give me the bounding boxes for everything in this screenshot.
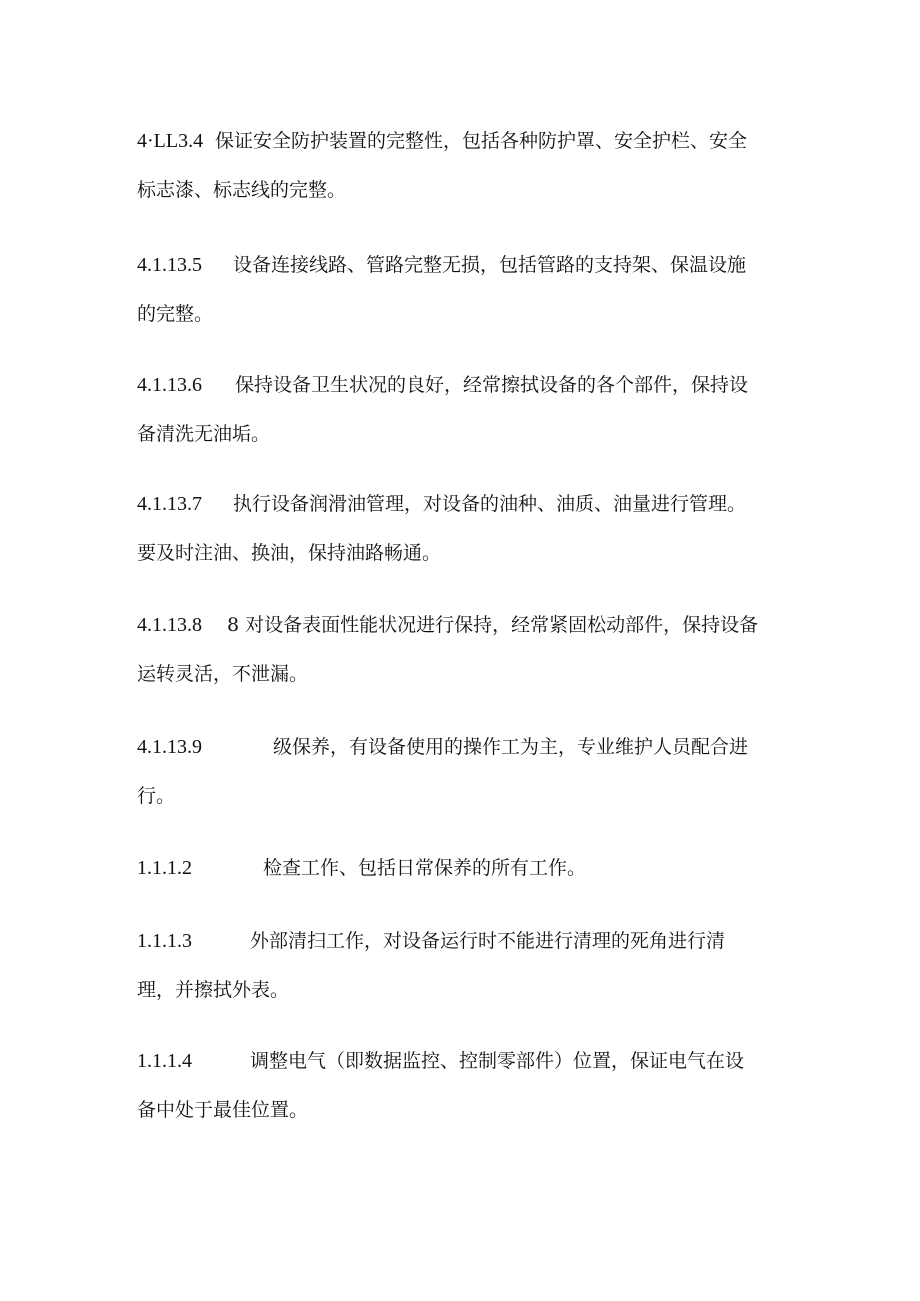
paragraph-text: 备清洗无油垢。	[137, 423, 271, 445]
section-number: 4.1.13.6	[137, 374, 202, 396]
section-number: 1.1.1.3	[137, 930, 192, 952]
paragraph-line	[137, 734, 785, 761]
paragraph-line	[137, 128, 785, 155]
paragraph-line	[137, 1048, 785, 1075]
paragraph-line	[137, 372, 785, 399]
paragraph-1-1-1-4	[137, 1048, 785, 1124]
paragraph-line	[137, 855, 785, 882]
paragraph-text: 要及时注油、换油，保持油路畅通。	[137, 542, 442, 564]
paragraph-1-1-1-3	[137, 928, 785, 1004]
paragraph-text: 检查工作、包括日常保养的所有工作。	[263, 857, 587, 879]
section-number: 1.1.1.2	[137, 857, 192, 879]
paragraph-line	[137, 491, 785, 518]
paragraph-text: 运转灵活，不泄漏。	[137, 663, 309, 685]
paragraph-4-1-13-7	[137, 491, 785, 567]
paragraph-text: 外部清扫工作，对设备运行时不能进行清理的死角进行清	[250, 930, 726, 952]
paragraph-4-1-13-5	[137, 252, 785, 328]
paragraph-1-1-1-2	[137, 855, 785, 882]
paragraph-text: 备中处于最佳位置。	[137, 1099, 309, 1121]
section-number: 1.1.1.4	[137, 1050, 192, 1072]
paragraph-line	[137, 783, 785, 810]
paragraph-line	[137, 612, 785, 639]
paragraph-4-ll3-4	[137, 128, 785, 204]
paragraph-text: 保持设备卫生状况的良好，经常擦拭设备的各个部件，保持设	[235, 374, 749, 396]
paragraph-text: 标志漆、标志线的完整。	[137, 179, 347, 201]
paragraph-text: 的完整。	[137, 303, 214, 325]
paragraph-line	[137, 421, 785, 448]
paragraph-text: 理，并擦拭外表。	[137, 979, 290, 1001]
paragraph-4-1-13-9	[137, 734, 785, 810]
section-number: 4.1.13.5	[137, 254, 202, 276]
paragraph-line	[137, 661, 785, 688]
paragraph-text: 调整电气（即数据监控、控制零部件）位置，保证电气在设	[250, 1050, 745, 1072]
paragraph-line	[137, 977, 785, 1004]
paragraph-line	[137, 540, 785, 567]
paragraph-text: 设备连接线路、管路完整无损，包括管路的支持架、保温设施	[233, 254, 747, 276]
section-number: 4.1.13.8	[137, 614, 202, 636]
paragraph-text: 执行设备润滑油管理，对设备的油种、油质、油量进行管理。	[233, 493, 747, 515]
paragraph-text: 8 对设备表面性能状况进行保持，经常紧固松动部件，保持设备	[227, 614, 759, 636]
paragraph-text: 保证安全防护装置的完整性，包括各种防护罩、安全护栏、安全	[215, 130, 748, 152]
paragraph-line	[137, 177, 785, 204]
section-number: 4.1.13.7	[137, 493, 202, 515]
paragraph-line	[137, 252, 785, 279]
paragraph-text: 行。	[137, 785, 176, 807]
paragraph-4-1-13-8	[137, 612, 785, 688]
paragraph-text: 级保养，有设备使用的操作工为主，专业维护人员配合进	[273, 736, 749, 758]
paragraph-line	[137, 928, 785, 955]
paragraph-line	[137, 301, 785, 328]
paragraph-4-1-13-6	[137, 372, 785, 448]
paragraph-line	[137, 1097, 785, 1124]
section-number: 4.1.13.9	[137, 736, 202, 758]
section-number: 4·LL3.4	[137, 130, 204, 152]
